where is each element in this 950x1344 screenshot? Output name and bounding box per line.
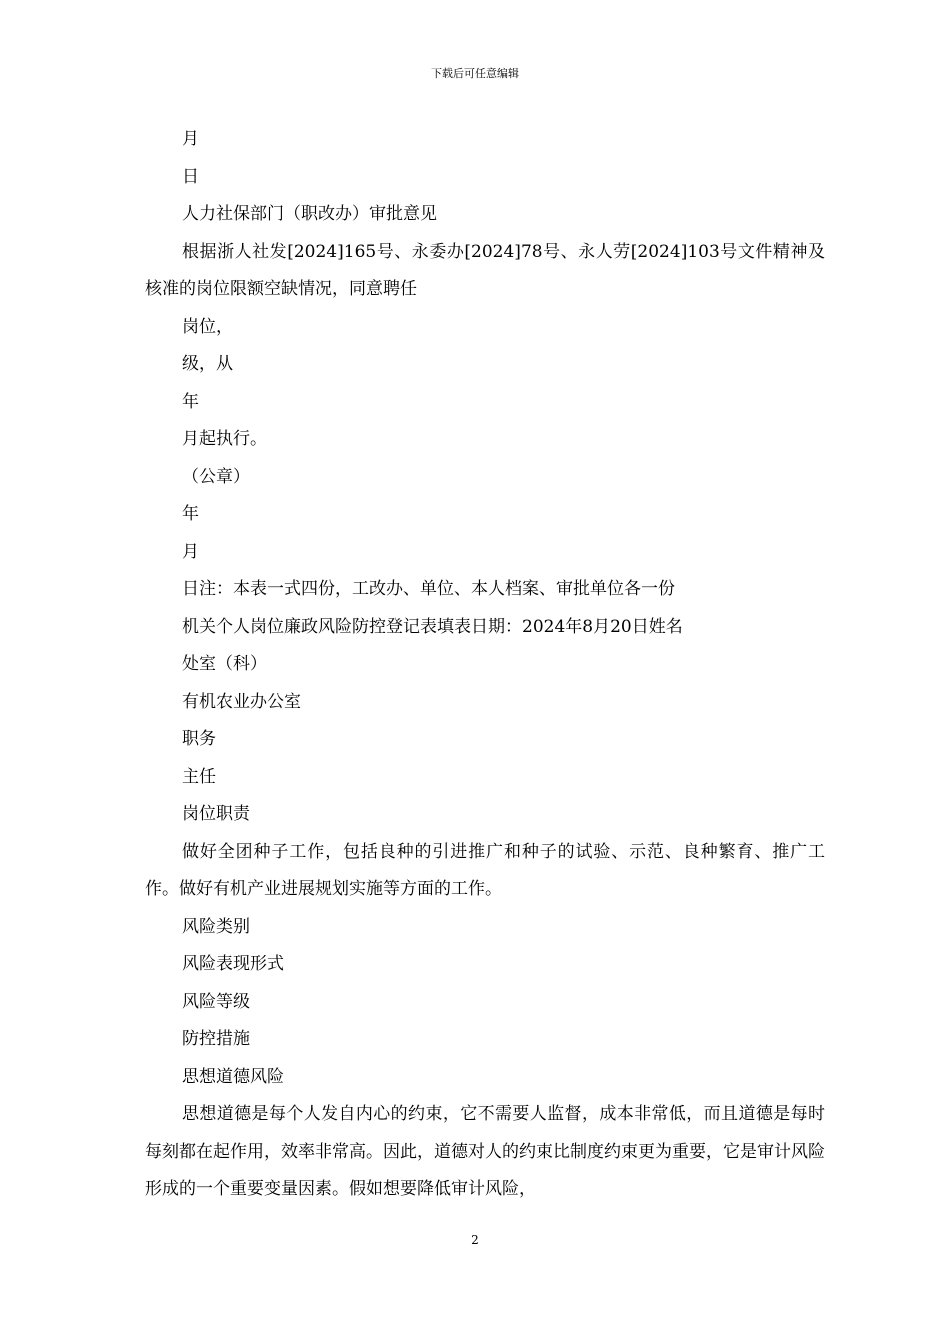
paragraph-department-value: 有机农业办公室 bbox=[182, 691, 301, 712]
page-header: 下载后可任意编辑 bbox=[431, 67, 519, 80]
paragraph-risk-level: 风险等级 bbox=[182, 991, 250, 1012]
page-number: 2 bbox=[471, 1233, 479, 1247]
paragraph-duty-value: 主任 bbox=[182, 766, 216, 787]
paragraph-department-label: 处室（科） bbox=[182, 654, 267, 674]
paragraph-effective: 月起执行。 bbox=[182, 429, 267, 449]
document-body bbox=[145, 121, 825, 1209]
paragraph-approval-basis: 根据浙人社发[2024]165号、永委办[2024]78号、永人劳[2024]103号文件精神及核准的岗位限额空缺情况，同意聘任 bbox=[145, 241, 825, 299]
paragraph-moral-risk: 思想道德风险 bbox=[182, 1066, 284, 1087]
paragraph-note: 日注：本表一式四份，工改办、单位、本人档案、审批单位各一份 bbox=[182, 579, 675, 599]
paragraph-moral-risk-text: 思想道德是每个人发自内心的约束，它不需要人监督，成本非常低，而且道德是每时每刻都在起作用，效率非常高。因此，道德对人的约束比制度约束更为重要，它是审计风险形成的一个重要变量因素。假如想要降低审计风险， bbox=[145, 1104, 825, 1199]
paragraph-approval-heading: 人力社保部门（职改办）审批意见 bbox=[182, 204, 437, 224]
paragraph-duty-label: 职务 bbox=[182, 729, 216, 749]
paragraph-risk-measures: 防控措施 bbox=[182, 1029, 250, 1049]
paragraph-level: 级，从 bbox=[182, 354, 233, 374]
paragraph-seal: （公章） bbox=[182, 466, 250, 487]
paragraph-seal-year: 年 bbox=[182, 504, 199, 524]
paragraph-seal-month: 月 bbox=[182, 541, 199, 562]
paragraph-day: 日 bbox=[182, 166, 199, 187]
paragraph-year: 年 bbox=[182, 391, 199, 412]
paragraph-month: 月 bbox=[182, 129, 199, 149]
paragraph-responsibility-label: 岗位职责 bbox=[182, 804, 250, 824]
paragraph-position: 岗位， bbox=[182, 316, 233, 337]
paragraph-risk-form: 风险表现形式 bbox=[182, 954, 284, 974]
paragraph-responsibility-value: 做好全团种子工作，包括良种的引进推广和种子的试验、示范、良种繁育、推广工作。做好有机产业进展规划实施等方面的工作。 bbox=[145, 841, 825, 899]
paragraph-form-title: 机关个人岗位廉政风险防控登记表填表日期：2024年8月20日姓名 bbox=[182, 616, 683, 637]
paragraph-risk-category: 风险类别 bbox=[182, 916, 250, 937]
